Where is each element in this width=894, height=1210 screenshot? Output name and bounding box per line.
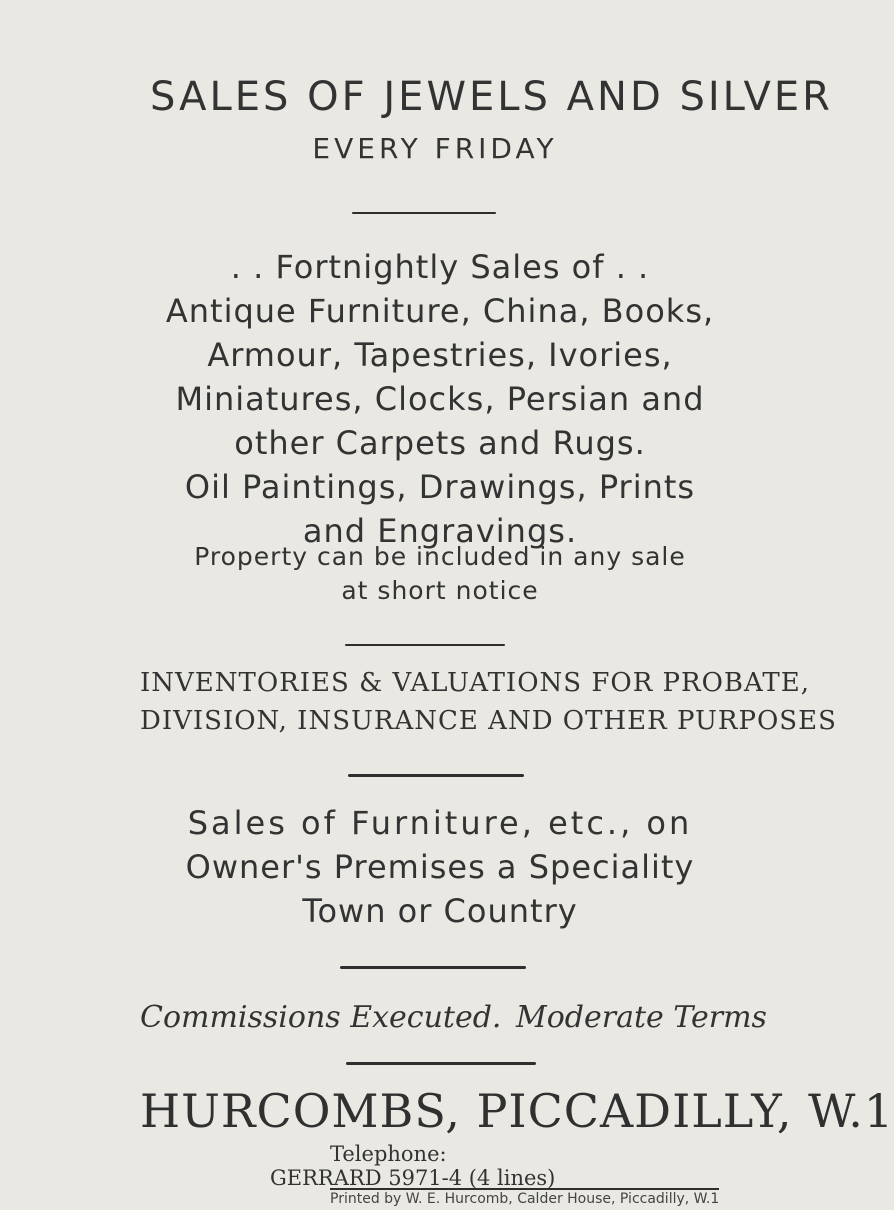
page-title: SALES OF JEWELS AND SILVER bbox=[150, 74, 833, 120]
divider-5 bbox=[346, 1062, 536, 1065]
fortnightly-line-6: Oil Paintings, Drawings, Prints bbox=[184, 468, 696, 506]
divider-2 bbox=[345, 644, 505, 646]
inventories-line-2: DIVISION, INSURANCE AND OTHER PURPOSES bbox=[140, 706, 837, 736]
telephone-label: Telephone: bbox=[330, 1142, 447, 1166]
divider-4 bbox=[340, 966, 526, 969]
printer-imprint: Printed by W. E. Hurcomb, Calder House, Piccadilly, W.1 bbox=[330, 1188, 719, 1207]
fortnightly-line-3: Armour, Tapestries, Ivories, bbox=[207, 336, 673, 374]
telephone-number: GERRARD 5971-4 (4 lines) bbox=[270, 1166, 556, 1190]
divider-1 bbox=[352, 212, 496, 214]
owners-line-1: Sales of Furniture, etc., on bbox=[187, 804, 693, 842]
fortnightly-line-5: other Carpets and Rugs. bbox=[234, 424, 646, 462]
owners-line-2: Owner's Premises a Speciality bbox=[185, 848, 695, 886]
fortnightly-note-line-1: Property can be included in any sale bbox=[194, 542, 686, 571]
firm-name: HURCOMBS, PICCADILLY, W.1 bbox=[140, 1084, 894, 1138]
fortnightly-line-7: and Engravings. bbox=[302, 512, 578, 550]
fortnightly-note-line-2: at short notice bbox=[341, 576, 539, 605]
commissions-right: Moderate Terms bbox=[516, 1000, 767, 1035]
owners-line-3: Town or Country bbox=[302, 892, 578, 930]
page-subtitle: EVERY FRIDAY bbox=[312, 132, 558, 165]
fortnightly-line-1: . . Fortnightly Sales of . . bbox=[230, 248, 650, 286]
inventories-line-1: INVENTORIES & VALUATIONS FOR PROBATE, bbox=[140, 668, 810, 698]
divider-3 bbox=[348, 774, 524, 777]
fortnightly-line-4: Miniatures, Clocks, Persian and bbox=[175, 380, 705, 418]
commissions-left: Commissions Executed. bbox=[140, 1000, 502, 1035]
fortnightly-line-2: Antique Furniture, China, Books, bbox=[165, 292, 715, 330]
